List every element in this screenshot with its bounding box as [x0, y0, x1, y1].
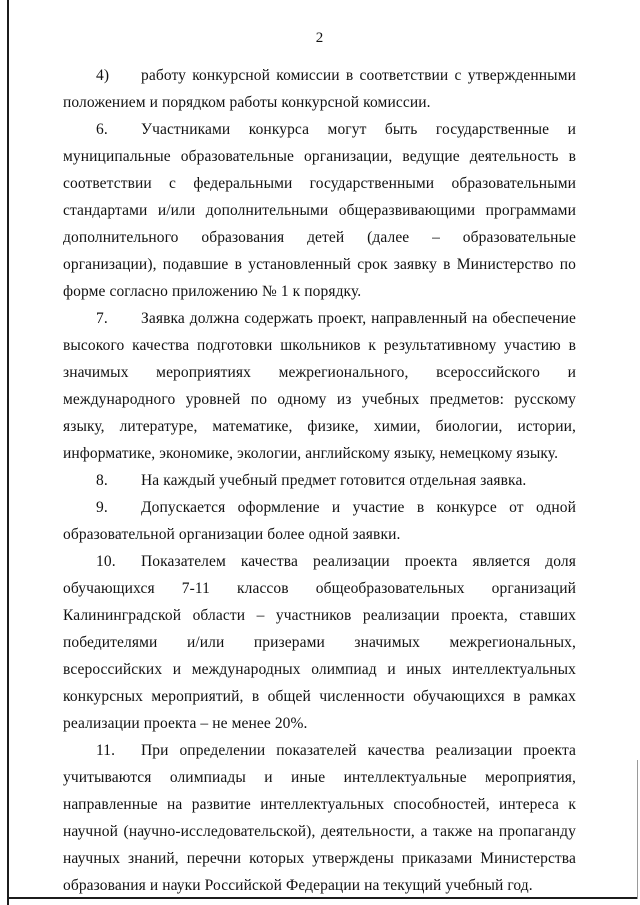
- paragraph: [63, 548, 576, 737]
- paragraph: [63, 116, 576, 305]
- paragraph-number: 9.: [96, 499, 108, 516]
- paragraph: [63, 62, 576, 116]
- paragraph: [63, 494, 576, 548]
- paragraph-number: 6.: [96, 121, 108, 138]
- paragraph-text: При определении показателей качества реализации проекта учитываются олимпиады и иные интеллектуальные мероприятия, направленные на развитие интеллектуальных способностей, интереса к научной (научно-исследовательской), деятельности, а также на пропаганду научных знаний, перечни которых утверждены приказами Министерства образования и науки Российской Федерации на текущий учебный год.: [63, 742, 576, 894]
- paragraph: [63, 305, 576, 467]
- paragraph: [63, 737, 576, 899]
- paragraph-number: 4): [96, 67, 110, 84]
- paragraph-number: 8.: [96, 472, 108, 489]
- paragraph-text: Участниками конкурса могут быть государственные и муниципальные образовательные организации, ведущие деятельность в соответствии с федеральными государственными образовательными стандартами и/или дополнительными общеразвивающими программами дополнительного образования детей (далее – образовательные организации), подавшие в установленный срок заявку в Министерство по форме согласно приложению № 1 к порядку.: [63, 121, 576, 300]
- page-number: 2: [315, 30, 324, 46]
- paragraph-number: 7.: [96, 310, 108, 327]
- paragraph-number: 11.: [96, 742, 116, 759]
- page-border-right: [637, 760, 638, 899]
- paragraph-text: Показателем качества реализации проекта является доля обучающихся 7-11 классов общеобразовательных организаций Калининградской области – участников реализации проекта, ставших победителями и/или призерами значимых межрегиональных, всероссийских и международных олимпиад и иных интеллектуальных конкурсных мероприятий, в общей численности обучающихся в рамках реализации проекта – не менее 20%.: [63, 553, 576, 732]
- paragraph-text: На каждый учебный предмет готовится отдельная заявка.: [141, 472, 527, 489]
- paragraph: [63, 467, 576, 494]
- paragraph-number: 10.: [96, 553, 116, 570]
- page-border-left: [7, 0, 9, 905]
- paragraph-text: Допускается оформление и участие в конкурсе от одной образовательной организации более одной заявки.: [63, 499, 576, 543]
- paragraph-text: Заявка должна содержать проект, направленный на обеспечение высокого качества подготовки школьников к результативному участию в значимых мероприятиях межрегионального, всероссийского и международного уровней по одному из учебных предметов: русскому языку, литературе, математике, физике, химии, биологии, истории, информатике, экономике, экологии, английскому языку, немецкому языку.: [63, 310, 576, 462]
- paragraph-text: работу конкурсной комиссии в соответствии с утвержденными положением и порядком работы конкурсной комиссии.: [63, 67, 576, 111]
- page-content: [63, 28, 576, 899]
